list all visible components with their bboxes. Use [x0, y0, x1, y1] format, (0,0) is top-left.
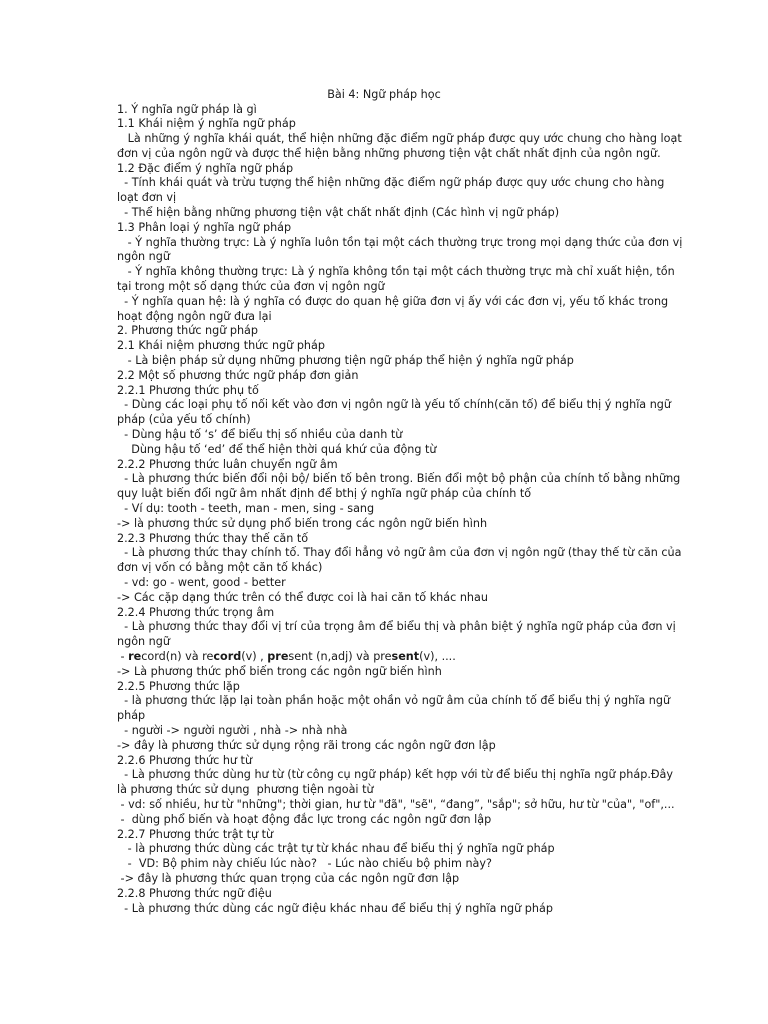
text-line: - Ý nghĩa không thường trực: Là ý nghĩa không tồn tại một cách thường trực mà chỉ xuất hiện, tồn: [117, 265, 675, 279]
text-line: -> là phương thức sử dụng phổ biến trong các ngôn ngữ biến hình: [117, 516, 488, 530]
text-segment: sent (n,adj) và pre: [288, 649, 392, 663]
text-line: - Là phương thức biến đổi nội bộ/ biến tố bên trong. Biến đổi một bộ phận của chính tố bằng những: [117, 472, 681, 486]
text-line: 2.2.2 Phương thức luân chuyển ngữ âm: [117, 457, 338, 471]
stress-example-line: [117, 650, 657, 665]
text-line: - dùng phổ biến và hoạt động đắc lực trong các ngôn ngữ đơn lập: [117, 812, 492, 826]
text-line: - Ví dụ: tooth - teeth, man - men, sing - sang: [117, 502, 375, 516]
text-line: ngôn ngữ: [117, 250, 170, 264]
text-line: 1.2 Đặc điểm ý nghĩa ngữ pháp: [117, 161, 294, 175]
text-line: 1.3 Phân loại ý nghĩa ngữ pháp: [117, 220, 292, 234]
text-line: pháp: [117, 709, 146, 723]
text-line: - vd: số nhiều, hư từ "những"; thời gian, hư từ "đã", "sẽ", “đang”, "sắp"; sở hữu, hư từ "của", "of",...: [117, 797, 675, 811]
text-segment: (v), ....: [419, 649, 456, 663]
text-line: - là phương thức dùng các trật tự từ khác nhau để biểu thị ý nghĩa ngữ pháp: [117, 842, 555, 856]
text-line: - vd: go - went, good - better: [117, 576, 286, 589]
text-line: hoạt động ngôn ngữ đưa lại: [117, 309, 272, 323]
text-line: 2.2.6 Phương thức hư từ: [117, 753, 253, 767]
text-line: 2.2.7 Phương thức trật tự từ: [117, 827, 274, 841]
text-line: 2.2.8 Phương thức ngữ điệu: [117, 886, 272, 900]
text-line: - Tính khái quát và trừu tượng thể hiện những đặc điểm ngữ pháp được quy ước chung cho hàng: [117, 176, 665, 190]
text-line: - Ý nghĩa thường trực: Là ý nghĩa luôn tồn tại một cách thường trực trong mọi dạng thức của đơn vị: [117, 235, 683, 249]
text-line: - Dùng các loại phụ tố nối kết vào đơn vị ngôn ngữ là yếu tố chính(căn tố) để biểu thị ý nghĩa ngữ: [117, 398, 671, 412]
text-line: đơn vị của ngôn ngữ và được thể hiện bằng những phương tiện vật chất nhất định của ngôn ngữ.: [117, 146, 661, 160]
text-line: - là phương thức lặp lại toàn phần hoặc một ohần vỏ ngữ âm của chính tố để biểu thị ý nghĩa ngữ: [117, 694, 671, 708]
text-line: 1. Ý nghĩa ngữ pháp là gì: [117, 102, 257, 116]
text-line: -> Là phương thức phổ biến trong các ngôn ngữ biến hình: [117, 664, 442, 678]
text-line: 1.1 Khái niệm ý nghĩa ngữ pháp: [117, 117, 296, 131]
text-line: loạt đơn vị: [117, 191, 177, 205]
stressed-syllable: sent: [391, 649, 420, 663]
text-line: - Dùng hậu tố ‘s’ để biểu thị số nhiều của danh từ: [117, 428, 403, 442]
text-line: - Là phương thức thay chính tố. Thay đổi hẳng vỏ ngữ âm của đơn vị ngôn ngữ (thay thế từ căn của: [117, 546, 682, 560]
text-line: -> Các cặp dạng thức trên có thể được coi là hai căn tố khác nhau: [117, 590, 488, 604]
text-line: - Ý nghĩa quan hệ: là ý nghĩa có được do quan hệ giữa đơn vị ấy với các đơn vị, yếu tố khác trong: [117, 294, 669, 308]
text-line: -> đây là phương thức sử dụng rộng rãi trong các ngôn ngữ đơn lập: [117, 738, 496, 752]
text-line: là phương thức sử dụng phương tiện ngoài từ: [117, 783, 374, 797]
text-segment: -: [117, 649, 129, 663]
text-line: - Là phương thức dùng các ngữ điệu khác nhau để biểu thị ý nghĩa ngữ pháp: [117, 901, 553, 915]
document-body: [117, 102, 683, 917]
text-segment: (v) ,: [241, 649, 268, 663]
text-segment: cord(n) và re: [141, 649, 214, 663]
text-line: 2.2.3 Phương thức thay thế căn tố: [117, 531, 309, 545]
text-line: 2.2.1 Phương thức phụ tố: [117, 383, 259, 397]
text-line: 2.2.4 Phương thức trọng âm: [117, 605, 275, 619]
text-line: tại trong một số dạng thức của đơn vị ngôn ngữ: [117, 280, 385, 294]
stressed-syllable: cord: [213, 649, 242, 663]
text-line: - VD: Bộ phim này chiếu lúc nào? - Lúc nào chiếu bộ phim này?: [117, 857, 492, 871]
text-line: 2. Phương thức ngữ pháp: [117, 324, 259, 338]
text-line: Dùng hậu tố ‘ed’ để thể hiện thời quá khứ của động từ: [117, 442, 437, 456]
text-line: ngôn ngữ: [117, 635, 170, 649]
text-line: -> đây là phương thức quan trọng của các ngôn ngữ đơn lập: [117, 871, 460, 885]
text-line: - Là phương thức dùng hư từ (từ công cụ ngữ pháp) kết hợp với từ để biểu thị nghĩa ngữ pháp.Đây: [117, 768, 674, 782]
stressed-syllable: pre: [267, 649, 289, 663]
text-line: - Thể hiện bằng những phương tiện vật chất nhất định (Các hình vị ngữ pháp): [117, 206, 560, 220]
document-title: Bài 4: Ngữ pháp học: [327, 88, 441, 101]
text-line: - người -> người người , nhà -> nhà nhà: [117, 723, 348, 737]
text-line: 2.1 Khái niệm phương thức ngữ pháp: [117, 339, 325, 353]
stressed-syllable: re: [128, 649, 142, 663]
text-line: quy luật biến đổi ngữ âm nhất định để bthị ý nghĩa ngữ pháp của chính tố: [117, 487, 532, 501]
text-line: Là những ý nghĩa khái quát, thể hiện những đặc điểm ngữ pháp được quy ước chung cho hàng loạt: [117, 132, 682, 146]
text-line: 2.2.5 Phương thức lặp: [117, 679, 240, 693]
text-line: - Là biện pháp sử dụng những phương tiện ngữ pháp thể hiện ý nghĩa ngữ pháp: [117, 354, 574, 368]
text-line: đơn vị vốn có bằng một căn tố khác): [117, 561, 323, 575]
text-line: - Là phương thức thay đổi vị trí của trọng âm để biểu thị và phân biệt ý nghĩa ngữ pháp của đơn vị: [117, 620, 676, 634]
text-line: 2.2 Một số phương thức ngữ pháp đơn giản: [117, 368, 359, 382]
text-line: pháp (của yếu tố chính): [117, 413, 251, 427]
